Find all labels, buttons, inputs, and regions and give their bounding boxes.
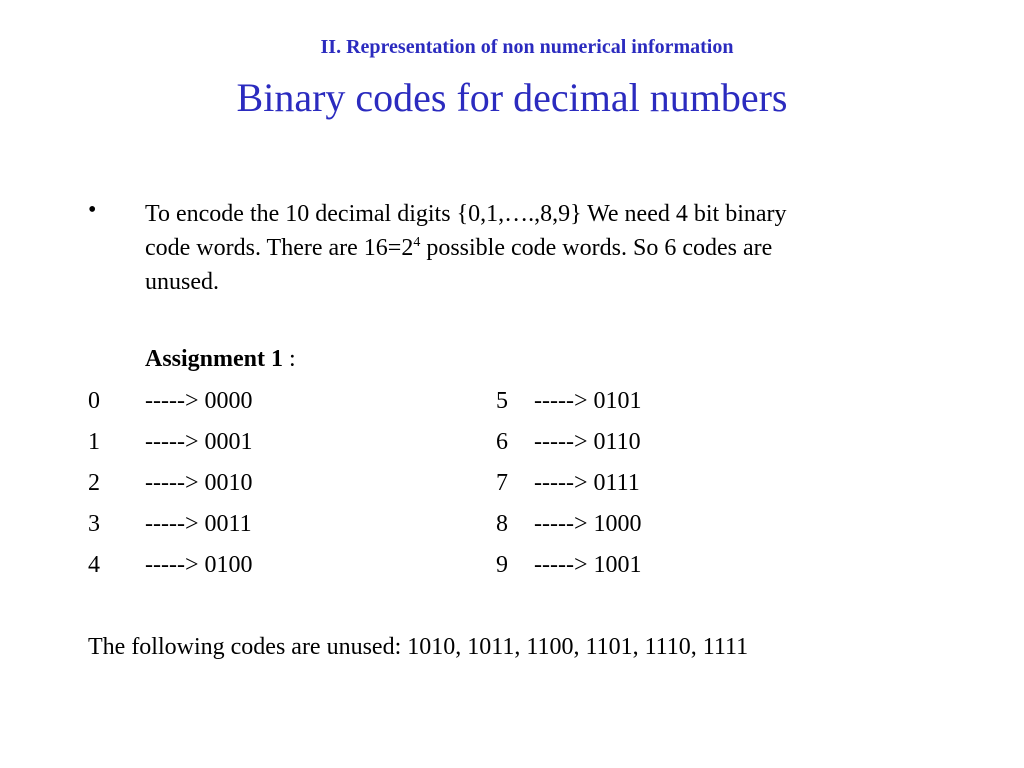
code-right: -----> 0110 [534, 429, 641, 455]
digit-right: 9 [496, 552, 508, 578]
digit-left: 4 [88, 552, 100, 578]
assignment-heading [145, 346, 296, 373]
bullet-line-1: To encode the 10 decimal digits {0,1,….,8,9} We need 4 bit binary [145, 201, 787, 227]
digit-left: 2 [88, 470, 100, 496]
code-right: -----> 0101 [534, 388, 642, 414]
code-left: -----> 0001 [145, 429, 253, 455]
digit-left: 0 [88, 388, 100, 414]
slide-subtitle: II. Representation of non numerical information [320, 36, 734, 58]
code-left: -----> 0000 [145, 388, 253, 414]
assignment-label: Assignment 1 [145, 346, 284, 372]
code-row [0, 429, 1024, 465]
bullet-marker: • [88, 197, 97, 223]
bullet-paragraph [145, 197, 945, 299]
digit-right: 7 [496, 470, 508, 496]
digit-right: 5 [496, 388, 508, 414]
bullet-line-2 [145, 231, 945, 265]
code-right: -----> 1001 [534, 552, 642, 578]
digit-right: 8 [496, 511, 508, 537]
code-row [0, 511, 1024, 547]
code-right: -----> 1000 [534, 511, 642, 537]
assignment-colon: : [283, 346, 296, 372]
bullet-line-2-start: code words. There are 16=2 [145, 235, 414, 261]
code-row [0, 552, 1024, 588]
slide-title: Binary codes for decimal numbers [236, 75, 788, 120]
digit-right: 6 [496, 429, 508, 455]
bullet-line-2-end: possible code words. So 6 codes are [420, 235, 773, 261]
exponent: 4 [413, 235, 421, 250]
code-row [0, 470, 1024, 506]
code-left: -----> 0011 [145, 511, 252, 537]
code-left: -----> 0010 [145, 470, 253, 496]
code-right: -----> 0111 [534, 470, 640, 496]
digit-left: 3 [88, 511, 100, 537]
bullet-line-3: unused. [145, 269, 219, 295]
code-left: -----> 0100 [145, 552, 253, 578]
digit-left: 1 [88, 429, 100, 455]
code-row [0, 388, 1024, 424]
unused-codes-note: The following codes are unused: 1010, 1011, 1100, 1101, 1110, 1111 [88, 634, 749, 660]
